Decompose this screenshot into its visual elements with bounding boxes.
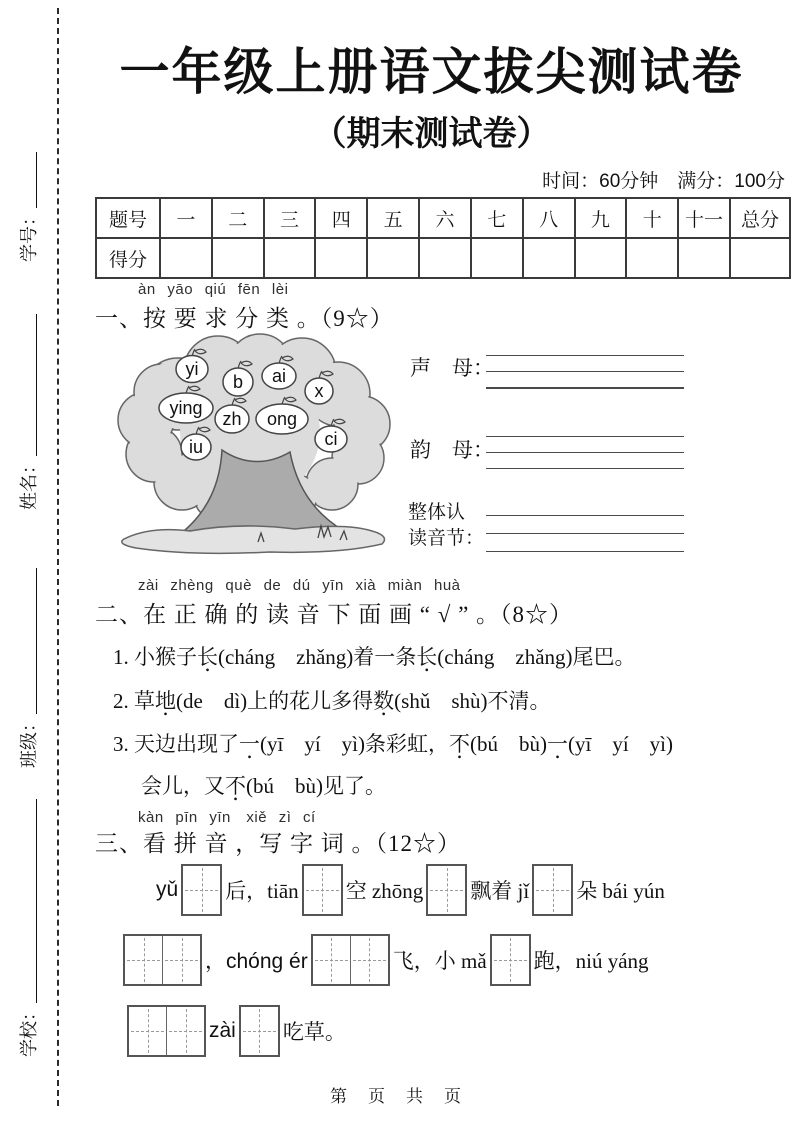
writing-box-cell	[492, 936, 529, 984]
pinyin-ruled-line	[486, 436, 684, 452]
writing-box-cell	[304, 866, 341, 914]
score-label-cell: 得分	[96, 238, 160, 278]
writing-row-1	[156, 864, 665, 916]
sidebar-field-name	[13, 314, 43, 510]
initials-label: 声 母：	[410, 356, 494, 380]
pinyin-ruled-line	[486, 421, 684, 436]
item-text: 会儿，又	[141, 774, 225, 798]
row-text: 朵 bái yún	[576, 879, 665, 903]
score-empty-cell	[678, 238, 730, 278]
section2-heading: 二、在 正 确 的 读 音 下 面 画 “ √ ” 。（8☆）	[95, 602, 574, 627]
finals-answer-lines	[486, 421, 684, 469]
pinyin-ruled-line	[486, 452, 684, 468]
row-text: ，chóng ér	[205, 950, 308, 973]
score-table-cell: 五	[367, 198, 419, 238]
row-text: zài	[209, 1019, 236, 1042]
score-table-cell: 题号	[96, 198, 160, 238]
pinyin-ruled-line	[486, 355, 684, 371]
question2-item1	[113, 641, 636, 671]
initials-answer-lines	[486, 340, 684, 389]
apple-label: ai	[271, 366, 287, 386]
apple-label: yi	[185, 359, 199, 379]
item-text: (yī yí yì)	[568, 732, 673, 756]
page-subtitle: （期末测试卷）	[312, 115, 551, 153]
apple-label: ong	[266, 409, 298, 429]
question2-item2	[113, 685, 551, 715]
class-label: 班级：	[19, 714, 39, 768]
emphasized-char: 长	[416, 645, 438, 669]
score-table-cell: 四	[315, 198, 367, 238]
score-table	[95, 197, 791, 279]
writing-box	[239, 1005, 280, 1057]
row-text: 后，tiān	[225, 879, 299, 903]
name-label: 姓名：	[19, 456, 39, 510]
score-table-header-row	[96, 198, 790, 238]
writing-box	[490, 934, 531, 986]
whole-syllable-answer-lines	[486, 498, 684, 552]
writing-box-cell	[125, 936, 162, 984]
item-text: (bú bù)	[470, 732, 547, 756]
pinyin-ruled-line	[486, 515, 684, 533]
apple-label: ying	[169, 398, 203, 418]
score-table-cell: 六	[419, 198, 471, 238]
score-table-cell: 九	[575, 198, 627, 238]
section3-pinyin: kàn pīn yīn xiě zì cí	[138, 809, 316, 826]
item-text: 3. 天边出现了	[113, 732, 239, 756]
score-table-cell: 总分	[730, 198, 790, 238]
score-empty-cell	[419, 238, 471, 278]
score-empty-cell	[471, 238, 523, 278]
score-empty-cell	[315, 238, 367, 278]
apple-tree-illustration	[110, 332, 394, 562]
pinyin-ruled-line	[486, 498, 684, 515]
school-blank	[20, 799, 37, 1003]
score-table-cell: 二	[212, 198, 264, 238]
time-score-info: 时间：60分钟 满分：100分	[542, 171, 785, 192]
score-table-score-row	[96, 238, 790, 278]
emphasized-char: 数	[373, 689, 395, 713]
writing-box-cell	[162, 936, 200, 984]
school-label: 学校：	[19, 1003, 39, 1057]
writing-box-cell	[534, 866, 571, 914]
section3-heading: 三、看 拼 音 ，写 字 词 。（12☆）	[95, 831, 461, 856]
apple-label: x	[314, 381, 324, 401]
score-empty-cell	[212, 238, 264, 278]
row-text: 飘着 jǐ	[470, 879, 530, 903]
score-table-cell: 一	[160, 198, 212, 238]
score-table-cell: 十一	[678, 198, 730, 238]
apple-label: iu	[188, 437, 204, 457]
score-empty-cell	[367, 238, 419, 278]
item-text: 2. 草	[113, 689, 155, 713]
score-table-cell: 十	[626, 198, 678, 238]
apple-label: ci	[324, 429, 338, 449]
question2-item3-line1	[113, 728, 673, 758]
apple-label: b	[232, 372, 244, 392]
pinyin-ruled-line	[486, 551, 684, 552]
writing-box-cell	[428, 866, 465, 914]
item-text: (cháng zhǎng)尾巴。	[437, 645, 636, 669]
score-empty-cell	[160, 238, 212, 278]
page-footer: 第 页 共 页	[330, 1087, 463, 1106]
sidebar-field-student-id	[13, 152, 43, 262]
writing-row-2	[120, 934, 649, 986]
pinyin-ruled-line	[486, 388, 684, 389]
whole-syllable-label	[408, 500, 484, 552]
student-id-blank	[20, 152, 37, 208]
row-text: 跑，niú yáng	[533, 949, 649, 973]
writing-row-3	[124, 1005, 346, 1057]
row-text: yǔ	[156, 878, 179, 901]
score-empty-cell	[730, 238, 790, 278]
name-blank	[20, 314, 37, 456]
item-text: (yī yí yì)条彩虹，	[260, 732, 449, 756]
score-table-cell: 七	[471, 198, 523, 238]
pinyin-ruled-line	[486, 340, 684, 355]
section1-heading: 一、按 要 求 分 类 。（9☆）	[95, 306, 394, 331]
section2-pinyin: zài zhèng què de dú yīn xià miàn huà	[138, 577, 461, 594]
score-empty-cell	[626, 238, 678, 278]
score-empty-cell	[523, 238, 575, 278]
emphasized-char: 一	[239, 732, 260, 756]
item-text: (bú bù)见了。	[246, 774, 386, 798]
item-text: (de dì)上的花儿多得	[176, 689, 374, 713]
apple-label: zh	[222, 409, 242, 429]
writing-box-cell	[166, 1007, 204, 1055]
writing-box-double	[123, 934, 202, 986]
emphasized-char: 一	[547, 732, 568, 756]
writing-box	[181, 864, 222, 916]
writing-box-cell	[129, 1007, 166, 1055]
score-table-cell: 八	[523, 198, 575, 238]
score-empty-cell	[264, 238, 316, 278]
pinyin-ruled-line	[486, 468, 684, 469]
pinyin-ruled-line	[486, 533, 684, 551]
binding-dashed-line	[57, 8, 59, 1106]
row-text: 吃草。	[282, 1020, 346, 1044]
writing-box-double	[311, 934, 390, 986]
grass-mound	[122, 526, 385, 553]
whole-syllable-label-line1: 整体认	[408, 502, 466, 523]
writing-box-double	[127, 1005, 206, 1057]
page-title: 一年级上册语文拔尖测试卷	[119, 44, 744, 100]
writing-box	[532, 864, 573, 916]
writing-box-cell	[350, 936, 388, 984]
pinyin-ruled-line	[486, 371, 684, 387]
item-text: (shǔ shù)不清。	[394, 689, 551, 713]
writing-box-cell	[183, 866, 220, 914]
question2-item3-line2	[141, 770, 386, 800]
sidebar-field-class	[13, 568, 43, 768]
row-text: 飞，小 mǎ	[392, 949, 487, 973]
item-text: 1. 小猴子	[113, 645, 197, 669]
emphasized-char: 长	[197, 645, 218, 669]
section1-pinyin: àn yāo qiú fēn lèi	[138, 281, 289, 298]
writing-box-cell	[241, 1007, 278, 1055]
whole-syllable-label-line2: 读音节：	[408, 528, 485, 549]
row-text: 空 zhōng	[345, 879, 424, 903]
sidebar-field-school	[13, 799, 43, 1057]
writing-box-cell	[313, 936, 350, 984]
emphasized-char: 地	[155, 689, 176, 713]
score-table-cell: 三	[264, 198, 316, 238]
writing-box	[302, 864, 343, 916]
class-blank	[20, 568, 37, 714]
emphasized-char: 不	[225, 774, 246, 798]
score-empty-cell	[575, 238, 627, 278]
finals-label: 韵 母：	[410, 438, 494, 462]
student-id-label: 学号：	[19, 208, 39, 262]
item-text: (cháng zhǎng)着一条	[218, 645, 417, 669]
writing-box	[426, 864, 467, 916]
emphasized-char: 不	[449, 732, 470, 756]
